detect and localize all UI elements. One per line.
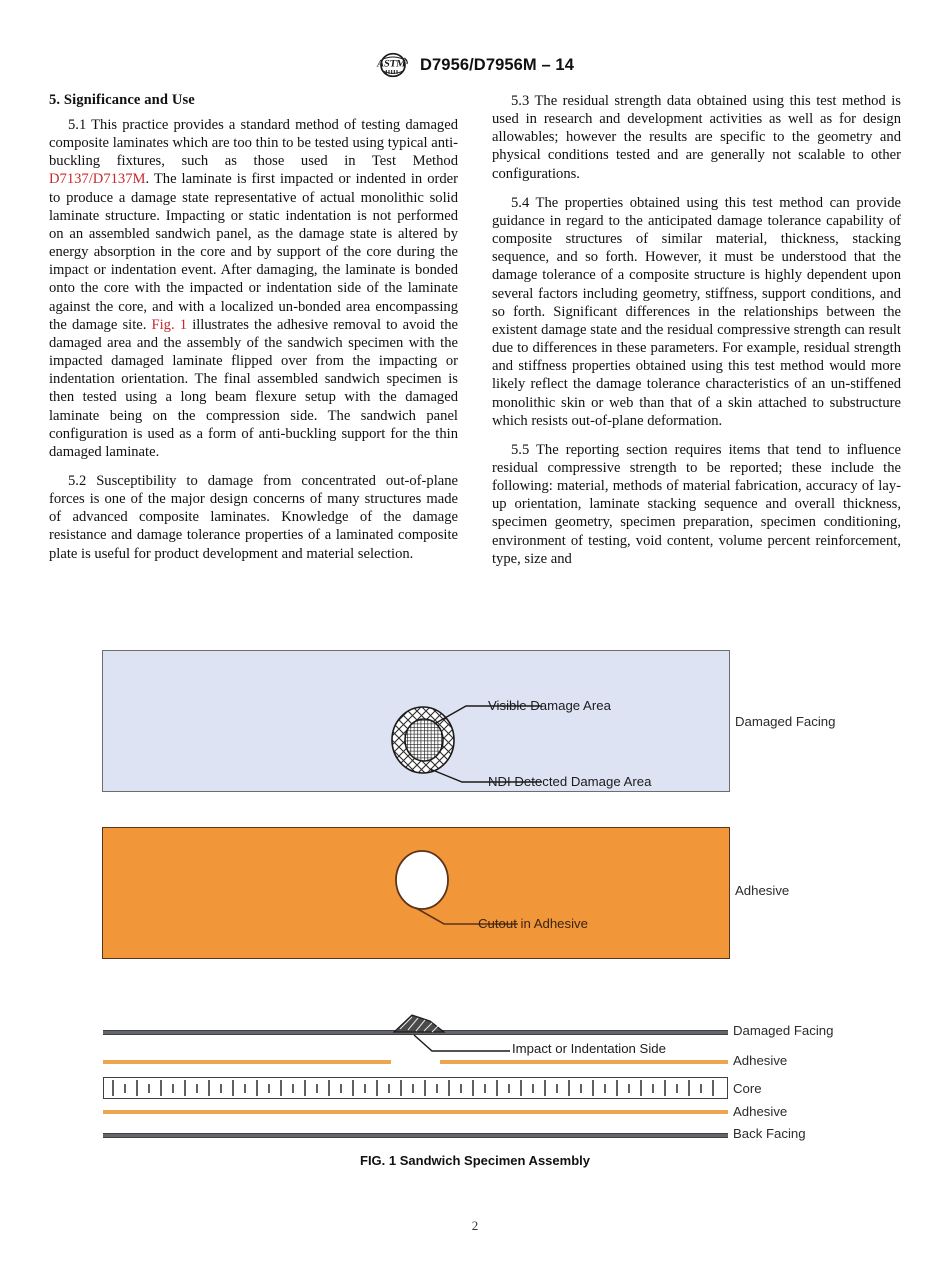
core-cells <box>104 1078 727 1098</box>
astm-logo-icon <box>376 52 410 78</box>
stack-label-back-facing: Back Facing <box>733 1126 806 1141</box>
side-label-adhesive-top: Adhesive <box>735 883 790 898</box>
document-number: D7956/D7956M – 14 <box>420 55 574 74</box>
right-column <box>492 92 901 568</box>
side-label-damaged-facing: Damaged Facing <box>735 714 836 729</box>
callout-ndi-damage-area: NDI Detected Damage Area <box>488 774 652 789</box>
page-header <box>0 52 950 78</box>
adhesive-segment-left <box>103 1060 391 1064</box>
paragraph-5-3: 5.3 The residual strength data obtained using this test method is used in research and development activities as well as for design allowables; however the results are specific to the geometry and physical conditions tested and are generally not scalable to other configurations. <box>492 93 901 182</box>
stack-label-core: Core <box>733 1081 762 1096</box>
paragraph-5-1-text-a: 5.1 This practice provides a standard method of testing damaged composite laminates which are too thin to be tested using typical anti-buckling fixtures, such as those used in Test Method <box>49 117 458 170</box>
stack-label-adhesive-bottom: Adhesive <box>733 1104 788 1119</box>
paragraph-5-1-text-b: . The laminate is first impacted or indented in order to produce a damage state representative of actual monolithic solid laminate structure. Impacting or static indentation is not performed on an assembled sandwich panel, as the damage state is altered by energy absorption in the core and by support of the core during the impact or indentation event. After damaging, the laminate is bonded onto the core with the impacted or indentation side of the laminate against the core, and with a localized un-bonded area encompassing the damage site. <box>49 171 458 333</box>
callout-visible-damage-area: Visible Damage Area <box>488 698 611 713</box>
impact-leader-line <box>414 1035 510 1051</box>
stack-label-damaged-facing: Damaged Facing <box>733 1023 834 1038</box>
stack-layer-core <box>103 1077 728 1099</box>
visible-damage-circle <box>405 719 443 761</box>
impact-dent-shape <box>394 1015 444 1032</box>
paragraph-5-1-text-c: illustrates the adhesive removal to avoid the damaged area and the assembly of the sandwich specimen with the impacted damaged laminate flipped over from the impacting or indentation orientation. The final assembled sandwich specimen is then tested using a long beam flexure setup with the damaged laminate being on the compression side. The sandwich panel configuration is used as a form of anti-buckling support for the thin damaged laminate. <box>49 316 458 460</box>
callout-cutout-in-adhesive: Cutout in Adhesive <box>478 916 588 931</box>
cross-reference-d7137[interactable]: D7137/D7137M <box>49 171 146 188</box>
paragraph-5-5: 5.5 The reporting section requires items that tend to influence residual compressive strength to be reported; these include the following: material, methods of material fabrication, accuracy of lay-up orientation, laminate stacking sequence and overall thickness, specimen geometry, specimen preparation, specimen conditioning, environment of testing, void content, volume percent reinforcement, type, size and <box>492 441 901 567</box>
stack-layer-adhesive-top <box>0 1060 950 1064</box>
left-column <box>49 92 458 568</box>
adhesive-cutout-circle <box>396 851 448 909</box>
paragraph-5-2: 5.2 Susceptibility to damage from concentrated out-of-plane forces is one of the major design concerns of many structures made of advanced composite laminates. Knowledge of the damage resistance and damage tolerance properties of a laminated composite plate is useful for product development and material selection. <box>49 472 458 562</box>
figure-caption: FIG. 1 Sandwich Specimen Assembly <box>360 1153 590 1168</box>
stack-layer-adhesive-bottom <box>103 1110 728 1114</box>
cross-reference-fig-1[interactable]: Fig. 1 <box>151 316 188 333</box>
callout-impact-indentation-side: Impact or Indentation Side <box>512 1041 666 1056</box>
stack-layer-back-facing <box>103 1133 728 1138</box>
page-number: 2 <box>471 1218 479 1233</box>
section-heading: 5. Significance and Use <box>49 92 195 108</box>
adhesive-segment-right <box>440 1060 728 1064</box>
stack-label-adhesive-top: Adhesive <box>733 1053 788 1068</box>
cutout-group <box>386 844 686 954</box>
paragraph-5-1 <box>49 116 458 461</box>
text-columns <box>49 92 901 568</box>
svg-text:ASTM: ASTM <box>376 58 407 70</box>
paragraph-5-4: 5.4 The properties obtained using this test method can provide guidance in regard to the anticipated damage tolerance capability of composite structures of similar material, thickness, stacking sequence, and so forth. However, it must be understood that the damage tolerance of a composite structure is highly dependent upon several factors including geometry, stiffness, support conditions, and so forth. Significant differences in the relationships between the existent damage state and the residual compressive strength can result due to differences in these parameters. For example, residual strength and stiffness properties obtained using this test method would more likely reflect the damage tolerance characteristics of an un-stiffened monolithic skin or web than that of a skin attached to substructure which resists out-of-plane deformation. <box>492 194 901 429</box>
